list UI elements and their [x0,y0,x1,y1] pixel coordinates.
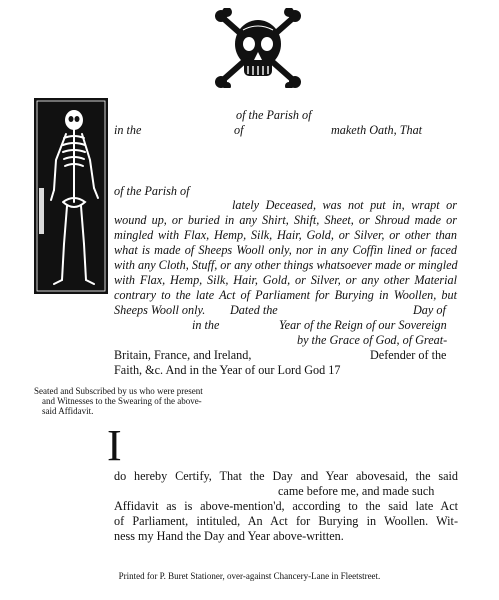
body-line-1: lately Deceased, was not put in, wrapt or [232,198,457,212]
faith-line: Faith, &c. And in the Year of our Lord God 17 [114,363,341,377]
skull-crossbones-icon [213,8,303,88]
body-line-3: mingled with Flax, Hemp, Silk, Hair, Gold, or Silver, or other than [114,228,457,242]
of-label: of [234,123,244,137]
witness-line-1: Seated and Subscribed by us who were present [34,386,203,396]
certify-line-3: Affidavit as is above-mention'd, according to the said late Act [114,499,458,513]
britain-label: Britain, France, and Ireland, [114,348,252,362]
certify-line-5: ness my Hand the Day and Year above-written. [114,529,344,543]
oath-label: maketh Oath, That [331,123,423,137]
dated-label: Dated the [230,303,278,317]
parish-line-2: of the Parish of [114,184,190,198]
certify-line-1: do hereby Certify, That the Day and Year abovesaid, the said [114,469,458,483]
witness-line-3: said Affidavit. [42,406,94,416]
certify-line-2: came before me, and made such [278,484,435,498]
body-line-8: Sheeps Wooll only. [114,303,206,317]
year-reign-label: Year of the Reign of our Sovereign [279,318,447,332]
skeleton-woodcut-icon [34,98,108,294]
in-the-label: in the [114,123,142,137]
certify-line-4: of Parliament, intituled, An Act for Burying in Woollen. Wit- [114,514,458,528]
body-line-6: with Flax, Hemp, Silk, Hair, Gold, or Silver, or any other Material [114,273,457,287]
body-line-5: with any Cloth, Stuff, or any other things whatsoever made or mingled [114,258,458,272]
body-line-4: what is made of Sheeps Wooll only, nor in any Coffin lined or faced [114,243,457,257]
grace-label: by the Grace of God, of Great- [297,333,448,347]
in-the-year-label: in the [192,318,220,332]
printer-imprint: Printed for P. Buret Stationer, over-against Chancery-Lane in Fleetstreet. [118,571,381,581]
parish-line-1: of the Parish of [236,108,312,122]
body-line-7: contrary to the late Act of Parliament for Burying in Woollen, but [114,288,457,302]
day-of-label: Day of [413,303,446,317]
body-line-2: wound up, or buried in any Shirt, Shift, Sheet, or Shroud made or [114,213,457,227]
witness-line-2: and Witnesses to the Swearing of the above- [42,396,202,406]
defender-label: Defender of the [370,348,447,362]
initial-letter-i: I [107,421,122,470]
